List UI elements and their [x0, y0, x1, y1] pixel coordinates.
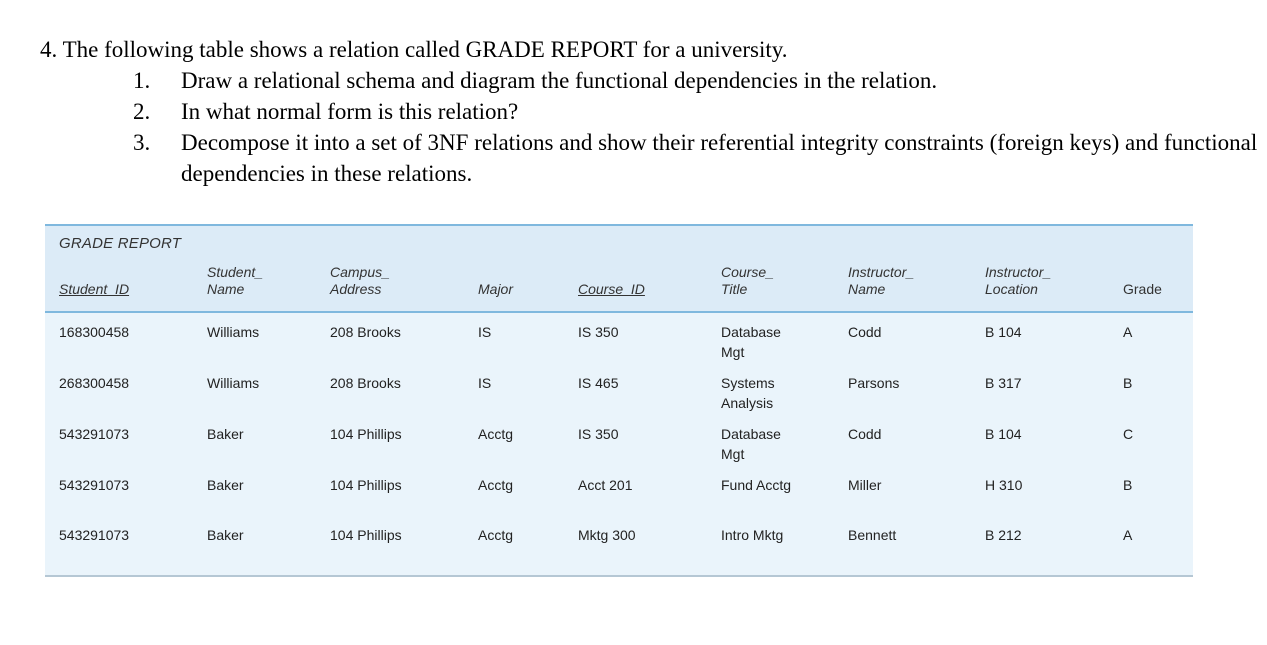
cell-course-title-text: Systems Analysis	[721, 375, 775, 411]
cell-course-title	[721, 424, 806, 464]
table-title: GRADE REPORT	[59, 235, 182, 252]
cell-instructor-location: H 310	[985, 477, 1023, 493]
column-header-instructor-location	[985, 264, 1051, 298]
column-header-instructor-name	[848, 264, 914, 298]
cell-instructor-location: B 317	[985, 375, 1022, 391]
cell-course-title-text: Fund Acctg	[721, 477, 792, 493]
table-row	[45, 525, 1193, 576]
cell-major: Acctg	[478, 426, 514, 442]
question-item	[40, 65, 1261, 96]
cell-instructor-location: B 212	[985, 527, 1022, 543]
cell-major: Acctg	[478, 477, 514, 493]
column-header-course-title	[721, 264, 774, 298]
question-item	[40, 127, 1261, 189]
column-header-line: Title	[721, 281, 748, 297]
cell-instructor-name: Bennett	[848, 527, 897, 543]
cell-instructor-name: Miller	[848, 477, 882, 493]
cell-course-id: IS 465	[578, 375, 619, 391]
cell-course-title	[721, 322, 806, 362]
cell-grade: B	[1123, 375, 1133, 391]
column-header-line: Course_ID	[578, 281, 645, 297]
question-list	[40, 65, 1261, 189]
cell-campus-address: 104 Phillips	[330, 477, 402, 493]
table-header	[45, 226, 1193, 313]
cell-course-id: Mktg 300	[578, 527, 636, 543]
column-header-student-name	[207, 264, 263, 298]
column-header-campus-address	[330, 264, 390, 298]
column-header-line: Grade	[1123, 281, 1162, 297]
cell-instructor-location: B 104	[985, 324, 1022, 340]
cell-student-id: 543291073	[59, 426, 130, 442]
column-header-student-id	[59, 281, 129, 298]
column-header-line: Name	[207, 281, 245, 297]
column-header-line: Address	[330, 281, 382, 297]
cell-student-name: Baker	[207, 426, 244, 442]
cell-major: Acctg	[478, 527, 514, 543]
cell-campus-address: 208 Brooks	[330, 324, 401, 340]
cell-student-name: Williams	[207, 375, 260, 391]
cell-course-id: Acct 201	[578, 477, 633, 493]
cell-instructor-location: B 104	[985, 426, 1022, 442]
cell-student-id: 168300458	[59, 324, 130, 340]
cell-student-id: 268300458	[59, 375, 130, 391]
cell-student-id: 543291073	[59, 477, 130, 493]
cell-grade: C	[1123, 426, 1134, 442]
question-block	[40, 34, 1261, 189]
cell-student-name: Baker	[207, 477, 244, 493]
cell-campus-address: 208 Brooks	[330, 375, 401, 391]
table-row	[45, 373, 1193, 424]
question-item-number: 3.	[133, 130, 151, 155]
column-header-major	[478, 281, 513, 298]
question-item-number: 1.	[133, 68, 151, 93]
column-header-course-id	[578, 281, 645, 298]
question-item-text: In what normal form is this relation?	[181, 99, 519, 124]
column-header-line: Location	[985, 281, 1038, 297]
cell-course-title	[721, 525, 806, 545]
cell-course-id: IS 350	[578, 426, 619, 442]
column-header-line: Instructor_	[848, 264, 915, 280]
question-item-number: 2.	[133, 99, 151, 124]
cell-grade: A	[1123, 324, 1133, 340]
question-item-text: Decompose it into a set of 3NF relations and show their referential integrity constraints (foreign keys) and functional dependencies in these relations.	[181, 130, 1258, 186]
cell-campus-address: 104 Phillips	[330, 426, 402, 442]
question-item-text: Draw a relational schema and diagram the functional dependencies in the relation.	[181, 68, 938, 93]
column-header-line: Major	[478, 281, 514, 297]
cell-course-id: IS 350	[578, 324, 619, 340]
cell-student-id: 543291073	[59, 527, 130, 543]
column-header-line: Student_ID	[59, 281, 130, 297]
cell-instructor-name: Codd	[848, 426, 882, 442]
cell-grade: A	[1123, 527, 1133, 543]
cell-course-title-text: Database Mgt	[721, 426, 781, 462]
cell-major: IS	[478, 375, 492, 391]
column-header-grade	[1123, 281, 1162, 298]
question-heading: 4. The following table shows a relation called GRADE REPORT for a university.	[40, 37, 788, 62]
cell-course-title	[721, 373, 806, 413]
cell-course-title-text: Database Mgt	[721, 324, 781, 360]
column-header-line: Name	[848, 281, 886, 297]
cell-student-name: Williams	[207, 324, 260, 340]
table-row	[45, 475, 1193, 526]
cell-student-name: Baker	[207, 527, 244, 543]
cell-instructor-name: Parsons	[848, 375, 900, 391]
question-item	[40, 96, 1261, 127]
cell-campus-address: 104 Phillips	[330, 527, 402, 543]
cell-major: IS	[478, 324, 492, 340]
column-header-line: Campus_	[330, 264, 390, 280]
cell-course-title-text: Intro Mktg	[721, 527, 784, 543]
column-header-line: Instructor_	[985, 264, 1052, 280]
cell-instructor-name: Codd	[848, 324, 882, 340]
column-header-line: Student_	[207, 264, 264, 280]
table-row	[45, 424, 1193, 475]
table-row	[45, 322, 1193, 373]
grade-report-table	[45, 224, 1193, 577]
column-header-line: Course_	[721, 264, 774, 280]
cell-course-title	[721, 475, 806, 495]
cell-grade: B	[1123, 477, 1133, 493]
